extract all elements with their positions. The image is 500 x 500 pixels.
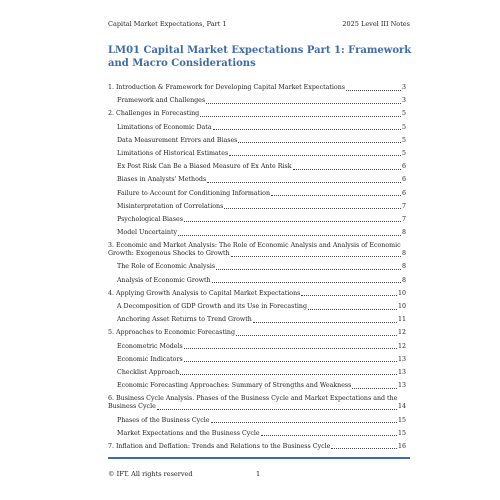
toc-page-number: 13 [397,368,406,376]
toc-entry-text: Ex Post Risk Can Be a Biased Measure of Ex Ante Risk [117,163,292,171]
toc-entry-text: Business Cycle [108,403,156,411]
toc-leader-dots [224,208,401,209]
toc-page-number: 8 [401,276,406,284]
toc-page-number: 6 [401,189,406,197]
toc-entry[interactable] [108,443,406,451]
toc-leader-dots [178,235,401,236]
toc-page-number: 15 [397,429,406,437]
toc-subentry[interactable] [108,356,406,364]
toc-subentry[interactable] [108,216,406,224]
footer-page-number: 1 [256,470,261,478]
toc-leader-dots [207,182,401,183]
toc-leader-dots [216,269,401,270]
table-of-contents [108,84,406,456]
toc-subentry[interactable] [108,163,406,171]
toc-entry-text: Framework and Challenges [117,97,206,105]
toc-entry[interactable] [108,242,406,258]
toc-entry-text: Economic Forecasting Approaches: Summary of Strengths and Weakness [117,382,352,390]
header-right-text: 2025 Level III Notes [342,20,410,28]
toc-page-number: 7 [401,215,406,223]
toc-page-number: 5 [401,123,406,131]
toc-leader-dots [213,129,401,130]
toc-entry-text: Anchoring Asset Returns to Trend Growth [117,316,252,324]
footer-copyright: © IFT. All rights reserved [108,470,193,478]
toc-entry-text: Model Uncertainty [117,229,178,237]
toc-page-number: 10 [397,289,406,297]
toc-entry-text: Checklist Approach [117,368,180,376]
toc-subentry[interactable] [108,150,406,158]
toc-subentry[interactable] [108,382,406,390]
toc-page-number: 6 [401,176,406,184]
toc-entry[interactable] [108,84,406,92]
header-left-text: Capital Market Expectations, Part 1 [108,20,227,28]
toc-subentry[interactable] [108,203,406,211]
toc-entry-text-line1: 6. Business Cycle Analysis. Phases of the Business Cycle and Market Expectations and the [108,395,398,403]
toc-entry-text: Failure to Account for Conditioning Information [117,189,271,197]
toc-entry-text: Biases in Analysts' Methods [117,176,207,184]
toc-leader-dots [206,103,401,104]
footer-divider [108,457,410,459]
toc-entry-text: A Decomposition of GDP Growth and its Use in Forecasting [117,303,307,310]
toc-leader-dots [229,155,401,156]
toc-subentry[interactable] [108,190,406,198]
toc-entry-text: Growth: Exogenous Shocks to Growth [108,250,230,258]
toc-page-number: 8 [401,263,406,271]
toc-entry-text: 2. Challenges in Forecasting [108,110,200,118]
toc-page-number: 3 [401,84,406,91]
toc-entry-text: Economic Indicators [117,355,183,363]
toc-page-number: 15 [397,416,406,424]
toc-entry-text: 5. Approaches to Economic Forecasting [108,329,236,337]
toc-entry-text: Limitations of Historical Estimates [117,149,229,157]
toc-page-number: 16 [397,442,406,450]
toc-subentry[interactable] [108,369,406,377]
toc-entry-text: 4. Applying Growth Analysis to Capital Market Expectations [108,289,301,297]
toc-entry-text: Market Expectations and the Business Cycle [117,429,260,437]
toc-subentry[interactable] [108,229,406,237]
toc-page-number: 12 [397,329,406,337]
toc-entry[interactable] [108,290,406,298]
toc-subentry[interactable] [108,263,406,271]
toc-leader-dots [200,116,401,117]
toc-entry-text: Phases of the Business Cycle [117,416,210,424]
toc-leader-dots [180,374,397,375]
toc-page-number: 13 [397,355,406,363]
toc-page-number: 7 [401,202,406,210]
toc-page-number: 8 [401,250,406,258]
toc-leader-dots [157,409,397,410]
toc-page-number: 13 [397,382,406,390]
toc-subentry[interactable] [108,316,406,324]
toc-entry[interactable] [108,395,406,411]
toc-entry-text: 7. Inflation and Deflation: Trends and Relations to the Business Cycle [108,442,331,450]
toc-entry-text: Econometric Models [117,342,183,350]
toc-leader-dots [184,348,397,349]
toc-leader-dots [231,256,401,257]
toc-page-number: 12 [397,342,406,350]
toc-entry[interactable] [108,110,406,118]
toc-page-number: 3 [401,97,406,105]
toc-leader-dots [184,361,397,362]
toc-subentry[interactable] [108,303,406,311]
toc-leader-dots [271,195,401,196]
toc-page-number: 5 [401,136,406,144]
toc-subentry[interactable] [108,343,406,351]
toc-subentry[interactable] [108,97,406,105]
toc-page-number: 6 [401,163,406,171]
toc-leader-dots [253,322,397,323]
toc-leader-dots [301,295,397,296]
toc-leader-dots [212,282,401,283]
toc-leader-dots [293,169,401,170]
toc-leader-dots [346,90,401,91]
toc-leader-dots [211,422,397,423]
toc-subentry[interactable] [108,137,406,145]
toc-entry[interactable] [108,329,406,337]
toc-leader-dots [261,435,397,436]
toc-leader-dots [238,142,401,143]
toc-subentry[interactable] [108,176,406,184]
toc-leader-dots [352,388,397,389]
toc-subentry[interactable] [108,277,406,285]
toc-entry-text: Data Measurement Errors and Biases [117,136,238,144]
toc-subentry[interactable] [108,124,406,132]
toc-entry-text-line1: 3. Economic and Market Analysis: The Role of Economic Analysis and Analysis of Economic [108,242,401,250]
toc-subentry[interactable] [108,417,406,425]
document-title: LM01 Capital Market Expectations Part 1: Framework and Macro Considerations [108,45,412,69]
toc-entry-text: 1. Introduction & Framework for Developing Capital Market Expectations [108,84,346,91]
toc-page-number: 5 [401,149,406,157]
toc-leader-dots [184,221,401,222]
toc-entry-text: Misinterpretation of Correlations [117,202,224,210]
toc-entry-text: The Role of Economic Analysis [117,263,216,271]
toc-page-number: 14 [397,403,406,411]
toc-page-number: 5 [401,110,406,118]
toc-page-number: 11 [397,316,406,324]
toc-subentry[interactable] [108,430,406,438]
toc-leader-dots [236,335,397,336]
toc-page-number: 8 [401,229,406,237]
toc-entry-text: Limitations of Economic Data [117,123,212,131]
toc-leader-dots [308,309,397,310]
toc-leader-dots [331,448,397,449]
toc-entry-text: Psychological Biases [117,215,183,223]
toc-page-number: 10 [397,303,406,310]
toc-entry-text: Analysis of Economic Growth [117,276,211,284]
